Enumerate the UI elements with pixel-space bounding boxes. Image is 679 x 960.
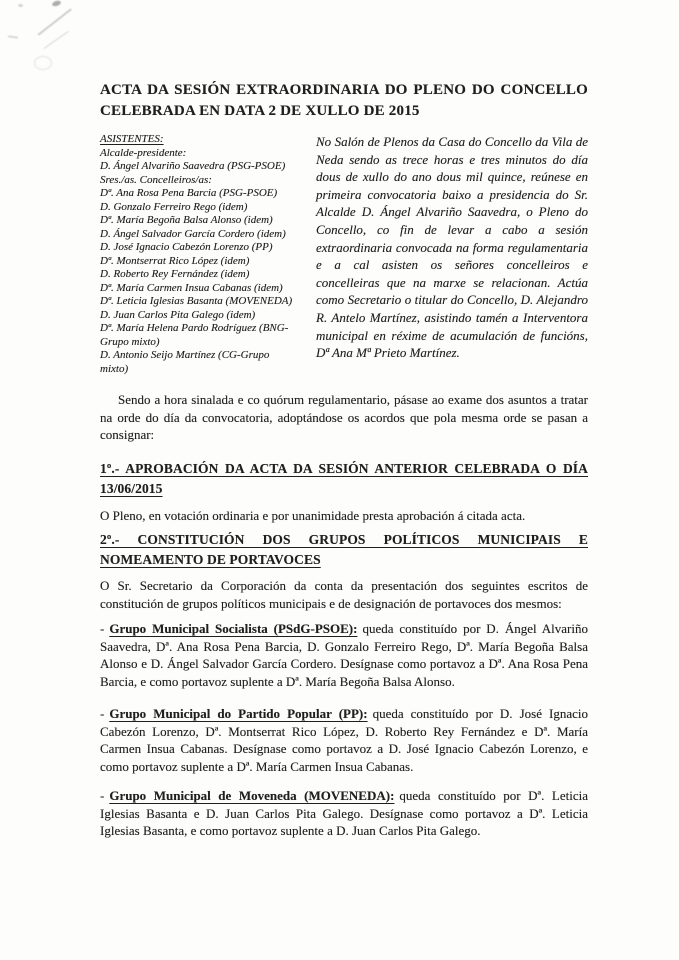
group-socialista-label: Grupo Municipal Socialista (PSdG-PSOE):	[109, 621, 358, 636]
section-2-heading-line-2: NOMEAMENTO DE PORTAVOCES	[100, 552, 321, 567]
attendee-line: D. Juan Carlos Pita Galego (idem)	[100, 308, 256, 321]
group-pp-label: Grupo Municipal do Partido Popular (PP):	[109, 706, 368, 721]
session-intro-paragraph: No Salón de Plenos da Casa do Concello da Vila de Neda sendo as trece horas e tres minutos do día dous de xullo do ano dous mil quince, reúnese en primeira convocatoria baixo a presidencia do Sr. Alcalde D. Ángel Alvariño Saavedra, o Pleno do Concello, co fin de levar a cabo a sesión extraordinaria convocada na forma regulamentaria e a cal asisten os señores concelleiros e concelleiras que na marxe se relacionan. Actúa como Secretario o titular do Concello, D. Alejandro R. Antelo Martínez, asistindo tamén a Interventora municipal en réxime de acumulación de funcións, Dª Ana Mª Prieto Martínez.	[316, 134, 588, 361]
document-content	[100, 80, 588, 840]
group-pp-paragraph	[100, 705, 588, 775]
pencil-mark-icon	[34, 56, 52, 70]
group-socialista-paragraph	[100, 620, 588, 690]
attendee-line: D. José Ignacio Cabezón Lorenzo (PP)	[100, 241, 273, 253]
pencil-mark-icon	[38, 8, 72, 35]
attendee-line: D. Roberto Rey Fernández (idem)	[100, 268, 250, 280]
section-2-heading	[100, 530, 588, 570]
attendee-line: Alcalde-presidente:	[100, 146, 187, 159]
pencil-mark-icon	[8, 35, 18, 38]
attendees-header: ASISTENTES:	[100, 133, 164, 145]
group-socialista-text: queda constituído por D. Ángel Alvariño Saavedra, Dª. Ana Rosa Pena Barcia, D. Gonzalo Ferreiro Rego, Dª. María Begoña Balsa Alonso e D. Ángel Salvador García Cordero. Desígnase como portavoz a Dª. Ana Rosa Pena Barcia, e como portavoz suplente a Dª. María Begoña Balsa Alonso.	[100, 621, 588, 689]
list-dash: -	[100, 788, 105, 803]
section-1-heading-line-2: 13/06/2015	[100, 480, 163, 496]
list-dash: -	[100, 706, 105, 721]
header-columns	[100, 133, 588, 376]
list-dash: -	[100, 621, 105, 636]
attendee-line: Dª. Montserrat Rico López (idem)	[100, 254, 250, 267]
attendee-line: D. Ángel Salvador García Cordero (idem)	[100, 227, 286, 240]
attendee-line: D. Antonio Seijo Martínez (CG-Grupo mixto)	[100, 349, 270, 375]
attendee-line: D. Gonzalo Ferreiro Rego (idem)	[100, 200, 248, 213]
attendee-line: Dª. María Carmen Insua Cabanas (idem)	[100, 281, 283, 294]
quorum-paragraph: Sendo a hora sinalada e co quórum regulamentario, pásase ao exame dos asuntos a tratar na orde do día da convocatoria, adoptándose os acordos que pola mesma orde se pasan a consignar:	[100, 392, 588, 442]
group-moveneda-label: Grupo Municipal de Moveneda (MOVENEDA):	[109, 788, 395, 803]
group-moveneda-text: queda constituído por Dª. Leticia Iglesias Basanta e D. Juan Carlos Pita Galego. Desígnase como portavoz a Dª. Leticia Iglesias Basanta, e como portavoz suplente a D. Juan Carlos Pita Galego.	[100, 788, 588, 838]
page-title-line-2: CELEBRADA EN DATA 2 DE XULLO DE 2015	[100, 103, 420, 119]
pencil-mark-icon	[18, 4, 23, 7]
page-title-line-1: ACTA DA SESIÓN EXTRAORDINARIA DO PLENO DO CONCELLO	[100, 82, 588, 98]
section-1-heading-line-1: 1º.- APROBACIÓN DA ACTA DA SESIÓN ANTERIOR CELEBRADA O DÍA	[100, 460, 588, 476]
pencil-mark-icon	[51, 0, 61, 7]
pencil-mark-icon	[44, 31, 69, 49]
page-title	[100, 80, 588, 122]
attendee-line: Dª. María Helena Pardo Rodríguez (BNG-Grupo mixto)	[100, 322, 289, 348]
attendee-line: Sres./as. Concelleiros/as:	[100, 173, 212, 186]
attendee-line: Dª. Leticia Iglesias Basanta (MOVENEDA)	[100, 295, 293, 307]
attendee-line: Dª. María Begoña Balsa Alonso (idem)	[100, 214, 273, 226]
section-1-heading	[100, 459, 588, 499]
attendees-column	[100, 133, 300, 376]
section-2-heading-line-1: 2º.- CONSTITUCIÓN DOS GRUPOS POLÍTICOS MUNICIPAIS E	[100, 532, 588, 547]
attendee-line: D. Ángel Alvariño Saavedra (PSG-PSOE)	[100, 160, 286, 172]
section-1-body: O Pleno, en votación ordinaria e por unanimidade presta aprobación á citada acta.	[100, 507, 526, 523]
section-2-body: O Sr. Secretario da Corporación da conta da presentación dos seguintes escritos de constitución de grupos políticos municipais e de designación de portavoces dos mesmos:	[100, 578, 588, 611]
attendee-line: Dª. Ana Rosa Pena Barcia (PSG-PSOE)	[100, 187, 278, 199]
group-moveneda-paragraph	[100, 787, 588, 840]
group-pp-text: queda constituído por D. José Ignacio Cabezón Lorenzo, Dª. Montserrat Rico López, D. Roberto Rey Fernández e Dª. María Carmen Insua Cabanas. Desígnase como portavoz a D. José Ignacio Cabezón Lorenzo, e como portavoz suplente a Dª. María Carmen Insua Cabanas.	[100, 706, 588, 774]
